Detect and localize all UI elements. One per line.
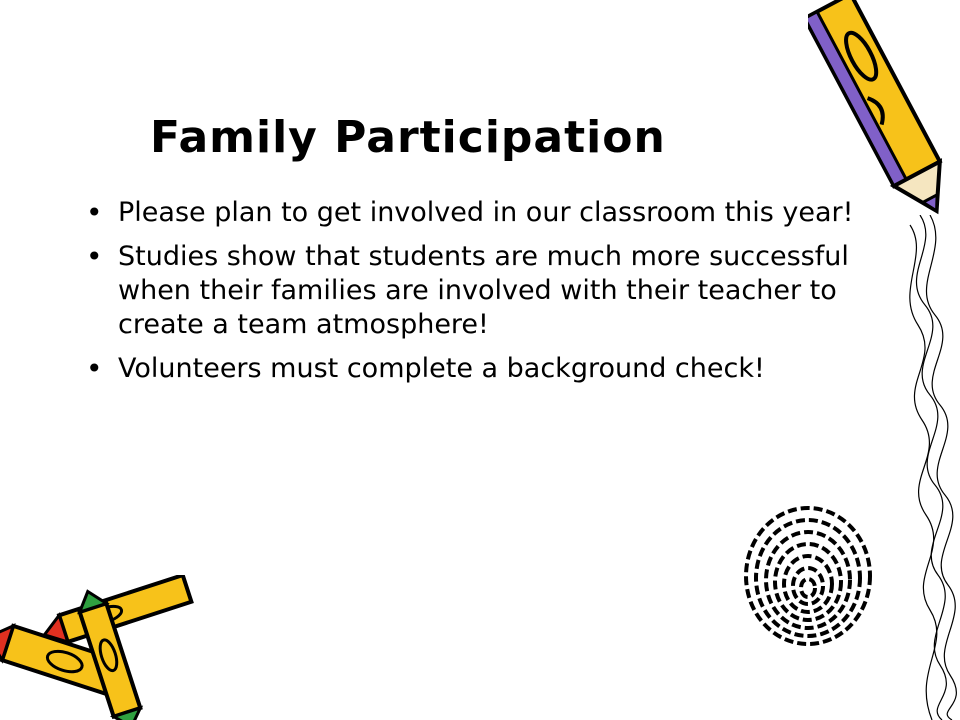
crayons-icon (0, 575, 200, 720)
bullet-marker: • (86, 196, 103, 229)
bullet-list (84, 196, 874, 396)
bullet-marker: • (86, 240, 103, 273)
bullet-item (84, 352, 874, 386)
bullet-item (84, 196, 874, 230)
bullet-text: Please plan to get involved in our classroom this year! (118, 197, 854, 228)
bullet-text: Volunteers must complete a background check! (118, 353, 765, 384)
bullet-marker: • (86, 352, 103, 385)
fingerprint-icon (738, 498, 878, 648)
pencil-icon (808, 0, 960, 225)
bullet-item (84, 240, 874, 342)
scribble-border (880, 215, 960, 720)
slide-title: Family Participation (150, 112, 666, 163)
bullet-text: Studies show that students are much more successful when their families are involved with their teacher to create a team atmosphere! (118, 241, 849, 340)
